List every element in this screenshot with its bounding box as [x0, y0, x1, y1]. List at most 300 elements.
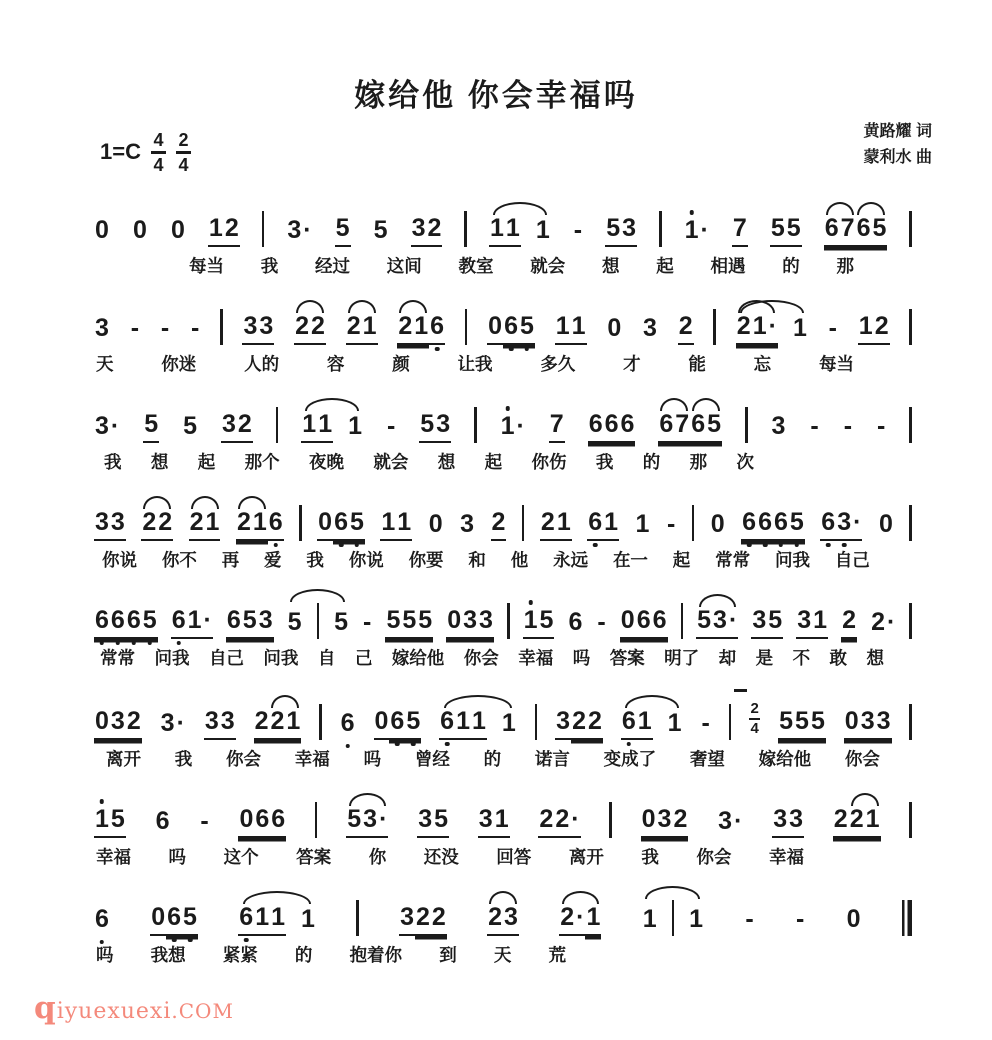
lyric-syllable: 再: [221, 550, 240, 570]
note-group: [254, 709, 302, 740]
barline: [745, 407, 748, 443]
lyric-syllable: 你要: [408, 550, 444, 570]
barline: [474, 407, 477, 443]
note: 0 3 2: [641, 807, 689, 838]
song-title: 嫁给他 你会幸福吗: [354, 78, 638, 113]
barline: [909, 603, 912, 639]
score-line: [94, 387, 912, 473]
lyric-syllable: 你说: [102, 550, 137, 570]
barline: [909, 407, 912, 443]
lyric-syllable: 幸福: [768, 847, 804, 867]
note: 2 2 ·: [538, 807, 580, 838]
note: 6 5 3: [226, 608, 274, 639]
lyric-syllable: 己: [354, 648, 373, 668]
note: 1 1: [555, 314, 587, 345]
lyric-syllable: 答案: [296, 847, 332, 867]
ts-numerator: 2: [178, 130, 189, 150]
note: 3 ·: [95, 412, 120, 440]
note: 6: [155, 807, 170, 835]
note: -: [745, 905, 754, 933]
lyric-syllable: 才: [623, 354, 641, 374]
note-group: [238, 905, 316, 936]
note-group: [301, 412, 363, 443]
lyric-syllable: 颜: [392, 354, 410, 374]
lyric-syllable: 不: [792, 648, 811, 668]
note: 3 5: [417, 807, 449, 838]
note: 3 3: [94, 510, 126, 541]
note: 3 1: [796, 608, 828, 639]
note: 5 3 ·: [346, 807, 388, 838]
lyric-syllable: 幸福: [294, 749, 330, 769]
note: 3 3: [242, 314, 274, 345]
lyric-syllable: 嫁给他: [391, 648, 445, 668]
note: 0 3 3: [446, 608, 494, 639]
lyric-syllable: 我: [104, 452, 122, 472]
notes-row: [94, 485, 912, 541]
note: 3: [643, 314, 657, 342]
note: 2 3: [487, 905, 519, 936]
notes-row: [94, 880, 912, 936]
note: 6 1: [587, 510, 619, 541]
lyric-syllable: 那: [689, 452, 708, 472]
lyric-syllable: 的: [483, 749, 502, 769]
note: -: [843, 412, 853, 440]
barline: [681, 603, 684, 639]
note: 1 5: [94, 807, 126, 838]
note: 6 5: [389, 709, 421, 740]
lyric-syllable: 起: [656, 256, 674, 276]
logo-initial: q: [34, 990, 57, 1026]
lyric-syllable: 问我: [774, 550, 810, 570]
note: 2 1: [189, 510, 221, 541]
note: 5: [373, 216, 388, 244]
note: 1: [301, 905, 315, 933]
barline: [909, 309, 912, 345]
lyric-syllable: 相遇: [710, 256, 746, 276]
barline: [909, 505, 912, 541]
note: 2 2: [415, 905, 447, 936]
ts-denominator: 4: [153, 154, 164, 175]
lyric-syllable: 嫁给他: [758, 749, 812, 769]
note: 3 ·: [160, 709, 185, 737]
lyric-syllable: 我: [260, 256, 279, 276]
lyric-syllable: 你不: [161, 550, 197, 570]
lyric-syllable: 这个: [223, 847, 259, 867]
barline: [464, 211, 467, 247]
lyric-syllable: 天: [493, 945, 512, 965]
final-barline: [902, 900, 912, 936]
lyric-syllable: 天: [96, 354, 114, 374]
note: 2 2: [294, 314, 326, 345]
lyric-syllable: 是: [755, 648, 774, 668]
note: 6 1 ·: [171, 608, 213, 639]
note: 2 1: [397, 314, 429, 345]
barline: [299, 505, 302, 541]
note-group: [487, 314, 535, 345]
lyric-syllable: 的: [294, 945, 313, 965]
lyrics-row: [94, 354, 912, 375]
note: 1: [642, 905, 657, 933]
lyric-syllable: 答案: [609, 648, 645, 668]
key-signature: [100, 131, 191, 174]
note: 0: [846, 905, 861, 933]
notes-row: [94, 191, 912, 247]
barline: [729, 704, 732, 740]
lyric-syllable: 每当: [189, 256, 224, 276]
lyric-syllable: 的: [782, 256, 800, 276]
note: 5: [143, 412, 159, 443]
notes-row: [94, 782, 912, 838]
note: -: [877, 412, 886, 440]
note: 0 3 3: [844, 709, 892, 740]
lyric-syllable: 离开: [568, 847, 604, 867]
note: 6 7: [658, 412, 690, 443]
note: 3 2: [411, 216, 443, 247]
lyric-syllable: 就会: [530, 256, 566, 276]
lyric-syllable: 爱: [264, 550, 282, 570]
note-group: [317, 510, 365, 541]
note: 5: [335, 216, 351, 247]
barline: [535, 704, 538, 740]
barline: [465, 309, 468, 345]
lyrics-row: [94, 648, 912, 669]
note: 1 ·: [684, 216, 709, 244]
lyric-syllable: 这间: [386, 256, 422, 276]
note: 3: [95, 314, 109, 342]
lyric-syllable: 还没: [423, 847, 459, 867]
note: 3 ·: [287, 216, 312, 244]
note: 2 2: [571, 709, 603, 740]
note: 0: [150, 905, 166, 936]
note: 6 6 6 5: [741, 510, 805, 541]
time-signature-change: 2 4: [750, 700, 759, 737]
note: 5: [183, 412, 198, 440]
lyric-syllable: 你迷: [161, 354, 197, 374]
lyrics-row: [94, 550, 912, 571]
barline: [909, 802, 912, 838]
lyric-syllable: 曾经: [414, 749, 450, 769]
lyrics-row: [94, 749, 912, 770]
note: 6 3 ·: [820, 510, 862, 541]
note: 6: [568, 608, 583, 636]
lyric-syllable: 吗: [96, 945, 114, 965]
lyric-syllable: 吗: [168, 847, 187, 867]
note: 2 1: [849, 807, 881, 838]
lyric-syllable: 忘: [753, 354, 772, 374]
note: 3 3: [772, 807, 804, 838]
note: 5 3: [605, 216, 637, 247]
lyric-syllable: 想: [437, 452, 456, 472]
note: -: [573, 216, 583, 244]
lyric-syllable: 吗: [363, 749, 382, 769]
note: -: [160, 314, 170, 342]
lyric-syllable: 问我: [263, 648, 299, 668]
barline: [356, 900, 359, 936]
lyric-syllable: 多久: [540, 354, 576, 374]
note: 0 6 6: [620, 608, 668, 639]
note: 1 1: [380, 510, 412, 541]
score-header: [0, 115, 992, 187]
note: 0: [607, 314, 622, 342]
note: 2: [833, 807, 849, 838]
note: 3: [460, 510, 474, 538]
barline: [262, 211, 265, 247]
barline: [713, 309, 716, 345]
score-line: [94, 880, 912, 966]
note: 0: [374, 709, 390, 740]
score-line: [94, 289, 912, 375]
note: 0: [132, 216, 147, 244]
credits: [864, 119, 932, 170]
note: 6: [268, 510, 284, 541]
lyric-syllable: 你说: [348, 550, 384, 570]
note: 1: [535, 216, 550, 244]
key-prefix: 1=C: [100, 139, 141, 165]
note: 1 1: [489, 216, 521, 247]
note: -: [597, 608, 606, 636]
barline: [319, 704, 322, 740]
note: 1: [585, 905, 601, 936]
note: -: [363, 608, 372, 636]
note: 6 1: [621, 709, 653, 740]
note: 6 5: [333, 510, 365, 541]
note-group: [824, 216, 888, 247]
barline: [692, 505, 695, 541]
lyric-syllable: 容: [326, 354, 345, 374]
lyric-syllable: 却: [718, 648, 737, 668]
note: 5 3 ·: [696, 608, 738, 639]
barline: [220, 309, 223, 345]
note-group: [287, 603, 349, 639]
barline: [672, 900, 675, 936]
lyric-syllable: 夜晚: [309, 452, 344, 472]
score-line: [94, 782, 912, 868]
note: -: [191, 314, 200, 342]
note: 6 5: [856, 216, 888, 247]
note: 1: [667, 709, 682, 737]
lyric-syllable: 经过: [315, 256, 350, 276]
fraction-line: [151, 151, 166, 154]
lyric-syllable: 幸福: [518, 648, 554, 668]
note: 3: [555, 709, 571, 740]
note: 2: [491, 510, 507, 541]
barline: [317, 603, 320, 639]
note: 5 3: [419, 412, 451, 443]
score-line: [94, 191, 912, 277]
lyric-syllable: 明了: [664, 648, 700, 668]
note: 2 1 ·: [736, 314, 778, 345]
note: 1: [792, 314, 807, 342]
note: -: [810, 412, 819, 440]
lyric-syllable: 回答: [496, 847, 532, 867]
barline: [909, 704, 912, 740]
note: 2: [254, 709, 270, 740]
note: 0: [487, 314, 503, 345]
lyric-syllable: 诺言: [534, 749, 570, 769]
note: 5 5 5: [385, 608, 433, 639]
lyric-syllable: 我想: [150, 945, 186, 965]
lyric-syllable: 你: [368, 847, 387, 867]
note: 1 1: [301, 412, 333, 443]
lyrics-row: [94, 256, 912, 277]
note: 2 1: [236, 510, 268, 541]
note: 6 6 6: [588, 412, 636, 443]
note-group: [150, 905, 198, 936]
fraction-line: [176, 151, 191, 154]
lyrics-row: [94, 847, 912, 868]
lyric-syllable: 教室: [458, 256, 494, 276]
notes-row: [94, 681, 912, 740]
note: 2 1: [269, 709, 301, 740]
lyric-syllable: 的: [642, 452, 661, 472]
lyric-syllable: 常常: [715, 550, 751, 570]
barline: [507, 603, 510, 639]
lyric-syllable: 抱着你: [349, 945, 403, 965]
note: 6 1 1: [439, 709, 487, 740]
note: 1: [501, 709, 516, 737]
note: 3: [399, 905, 415, 936]
score-line: [94, 583, 912, 669]
note: -: [828, 314, 837, 342]
notes-row: [94, 289, 912, 345]
barline: [909, 211, 912, 247]
note-group: [439, 709, 517, 740]
note: 1 5: [523, 608, 555, 639]
note-group: [736, 314, 808, 345]
footer-logo: [34, 990, 234, 1026]
note-group: [399, 905, 447, 936]
note: 1: [689, 905, 704, 933]
lyric-syllable: 变成了: [603, 749, 657, 769]
lyric-syllable: 我: [306, 550, 324, 570]
lyric-syllable: 永远: [553, 550, 589, 570]
lyric-syllable: 你会: [696, 847, 732, 867]
note: -: [200, 807, 209, 835]
lyrics-row: [94, 945, 566, 966]
note: 5 5 5: [778, 709, 826, 740]
time-signature-2-4: [176, 131, 191, 174]
lyric-syllable: 那: [836, 256, 854, 276]
barline: [609, 802, 612, 838]
note: 0 6 6: [238, 807, 286, 838]
ts-denominator: 4: [178, 154, 189, 175]
lyric-syllable: 想: [602, 256, 620, 276]
note: 7: [549, 412, 565, 443]
note: 6: [429, 314, 445, 345]
barline: [522, 505, 525, 541]
lyric-syllable: 起: [484, 452, 503, 472]
note: 2: [678, 314, 694, 345]
note: 1: [348, 412, 362, 440]
note-group: [621, 709, 683, 740]
note-group: [374, 709, 422, 740]
lyric-syllable: 紧紧: [222, 945, 258, 965]
note-group: [236, 510, 284, 541]
score-line: [94, 485, 912, 571]
notes-row: [94, 583, 912, 639]
lyric-syllable: 起: [672, 550, 691, 570]
lyric-syllable: 那个: [244, 452, 280, 472]
lyric-syllable: 奢望: [689, 749, 725, 769]
note: 2: [841, 608, 857, 639]
note: 2 1: [540, 510, 572, 541]
lyric-syllable: 次: [736, 452, 754, 472]
note: 6 5: [166, 905, 198, 936]
note: 6 1 1: [238, 905, 286, 936]
lyric-syllable: 你会: [463, 648, 499, 668]
logo-domain: .COM: [171, 999, 234, 1023]
time-signature-4-4: [151, 131, 166, 174]
note-group: [642, 900, 704, 936]
lyric-syllable: 起: [197, 452, 216, 472]
note: 6 5: [690, 412, 722, 443]
note: 3 3: [204, 709, 236, 740]
barline: [276, 407, 279, 443]
note: 3 1: [478, 807, 510, 838]
lyric-syllable: 我: [641, 847, 659, 867]
lyrics-row: [94, 452, 912, 473]
lyric-syllable: 让我: [457, 354, 493, 374]
note-group: [489, 216, 551, 247]
note: 0: [170, 216, 185, 244]
note-group: [833, 807, 881, 838]
note: 1 ·: [500, 412, 525, 440]
note: -: [386, 412, 396, 440]
lyric-syllable: 我: [174, 749, 193, 769]
lyric-syllable: 离开: [106, 749, 141, 769]
note: 0: [878, 510, 893, 538]
note: 3: [771, 412, 786, 440]
lyric-syllable: 你伤: [531, 452, 567, 472]
note: 5: [287, 608, 302, 636]
lyric-syllable: 自: [317, 648, 336, 668]
note: 1 2: [208, 216, 240, 247]
lyric-syllable: 你会: [226, 749, 262, 769]
note: 6 5: [503, 314, 535, 345]
note: -: [666, 510, 676, 538]
lyric-syllable: 人的: [244, 354, 280, 374]
lyric-syllable: 他: [510, 550, 529, 570]
note: 6: [340, 709, 355, 737]
note-group: [658, 412, 722, 443]
lyric-syllable: 问我: [154, 648, 190, 668]
note: 0: [95, 216, 109, 244]
note: 6: [95, 905, 109, 933]
note: 0 3 2: [94, 709, 142, 740]
lyric-syllable: 想: [150, 452, 169, 472]
note: 5: [334, 608, 348, 636]
barline: [659, 211, 662, 247]
note: 7: [732, 216, 748, 247]
note: 1: [635, 510, 650, 538]
lyric-syllable: 我: [595, 452, 614, 472]
note: 3 5: [751, 608, 783, 639]
note: 2 ·: [559, 905, 585, 936]
note: 2 ·: [871, 608, 896, 636]
lyricist-credit: 黄路耀 词: [863, 123, 932, 140]
ts-numerator: 4: [153, 130, 164, 150]
note: 0: [710, 510, 725, 538]
note: 0: [428, 510, 443, 538]
note: -: [796, 905, 805, 933]
note: 3 ·: [718, 807, 743, 835]
barline: [315, 802, 318, 838]
lyric-syllable: 敢: [829, 648, 848, 668]
note: 3 2: [221, 412, 253, 443]
lyric-syllable: 吗: [572, 648, 591, 668]
note-group: [559, 905, 601, 936]
note: 5 5: [770, 216, 802, 247]
